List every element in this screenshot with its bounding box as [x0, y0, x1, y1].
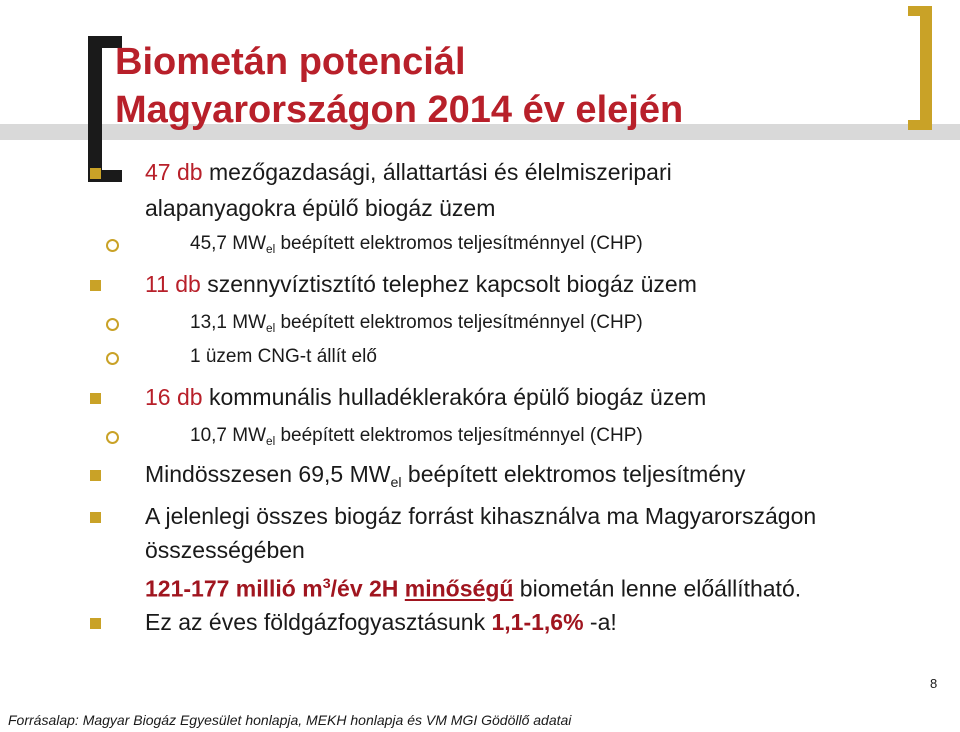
capacity-desc: beépített elektromos teljesítménnyel (CHP) [275, 312, 643, 333]
bullet-1-sub-1-text [190, 232, 643, 262]
square-bullet-icon [90, 393, 101, 404]
bullet-2-sub-2-text: 1 üzem CNG-t állít elő [190, 346, 377, 367]
bullet-5-rest: biometán lenne előállítható. [513, 575, 802, 602]
biomethane-unit: /év 2H [330, 575, 405, 602]
bullet-2-desc: szennyvíztisztító telephez kapcsolt biogáz üzem [200, 271, 697, 297]
circle-bullet-icon [106, 239, 119, 252]
bullet-5-line-3 [145, 570, 801, 603]
page-number: 8 [930, 676, 938, 691]
right-bracket-decoration [908, 6, 932, 130]
consumption-share: 1,1-1,6% [491, 609, 584, 635]
quality-word: minőségű [404, 575, 514, 602]
circle-bullet-icon [106, 352, 119, 365]
bullet-2-count: 11 db [145, 271, 201, 297]
unit-superscript: 3 [322, 576, 331, 592]
square-bullet-icon [90, 512, 101, 523]
slide-title [115, 38, 683, 134]
circle-bullet-icon [106, 318, 119, 331]
source-footnote: Forrásalap: Magyar Biogáz Egyesület honlapja, MEKH honlapja és VM MGI Gödöllő adatai [8, 712, 572, 728]
bullet-1-text [145, 158, 672, 186]
unit-subscript: el [266, 322, 276, 336]
bullet-5-line-1: A jelenlegi összes biogáz forrást kihasználva ma Magyarországon [145, 503, 817, 529]
title-line-1: Biometán potenciál [115, 41, 466, 83]
bullet-2-text [145, 270, 697, 298]
bullet-4-text [145, 460, 745, 497]
capacity-value: 10,7 MW [190, 425, 267, 446]
bullet-3-count: 16 db [145, 384, 203, 410]
total-capacity-desc: beépített elektromos teljesítmény [401, 461, 746, 487]
bullet-3-sub-1-text [190, 424, 643, 454]
bullet-5-line-2: összességében [145, 537, 305, 563]
square-bullet-icon [90, 168, 101, 179]
bullet-1-count: 47 db [145, 159, 203, 185]
capacity-desc: beépített elektromos teljesítménnyel (CHP) [275, 233, 643, 254]
bullet-6-desc: Ez az éves földgázfogyasztásunk [145, 609, 492, 635]
square-bullet-icon [90, 618, 101, 629]
biomethane-volume: 121-177 millió m [145, 575, 323, 602]
bullet-2-sub-1-text [190, 311, 643, 341]
bullet-6-end: -a! [583, 609, 617, 635]
bullet-6-text [145, 608, 617, 636]
square-bullet-icon [90, 470, 101, 481]
title-line-2: Magyarországon 2014 év elején [115, 89, 684, 131]
bullet-1-continuation: alapanyagokra épülő biogáz üzem [145, 195, 496, 221]
capacity-value: 45,7 MW [190, 233, 267, 254]
bullet-3-desc: kommunális hulladéklerakóra épülő biogáz üzem [202, 384, 707, 410]
circle-bullet-icon [106, 431, 119, 444]
unit-subscript: el [266, 243, 276, 257]
capacity-value: 13,1 MW [190, 312, 267, 333]
square-bullet-icon [90, 280, 101, 291]
unit-subscript: el [390, 474, 402, 491]
total-capacity: Mindösszesen 69,5 MW [145, 461, 391, 487]
capacity-desc: beépített elektromos teljesítménnyel (CHP) [275, 425, 643, 446]
unit-subscript: el [266, 435, 276, 449]
bullet-1-desc: mezőgazdasági, állattartási és élelmiszeripari [202, 159, 672, 185]
bullet-3-text [145, 383, 706, 411]
